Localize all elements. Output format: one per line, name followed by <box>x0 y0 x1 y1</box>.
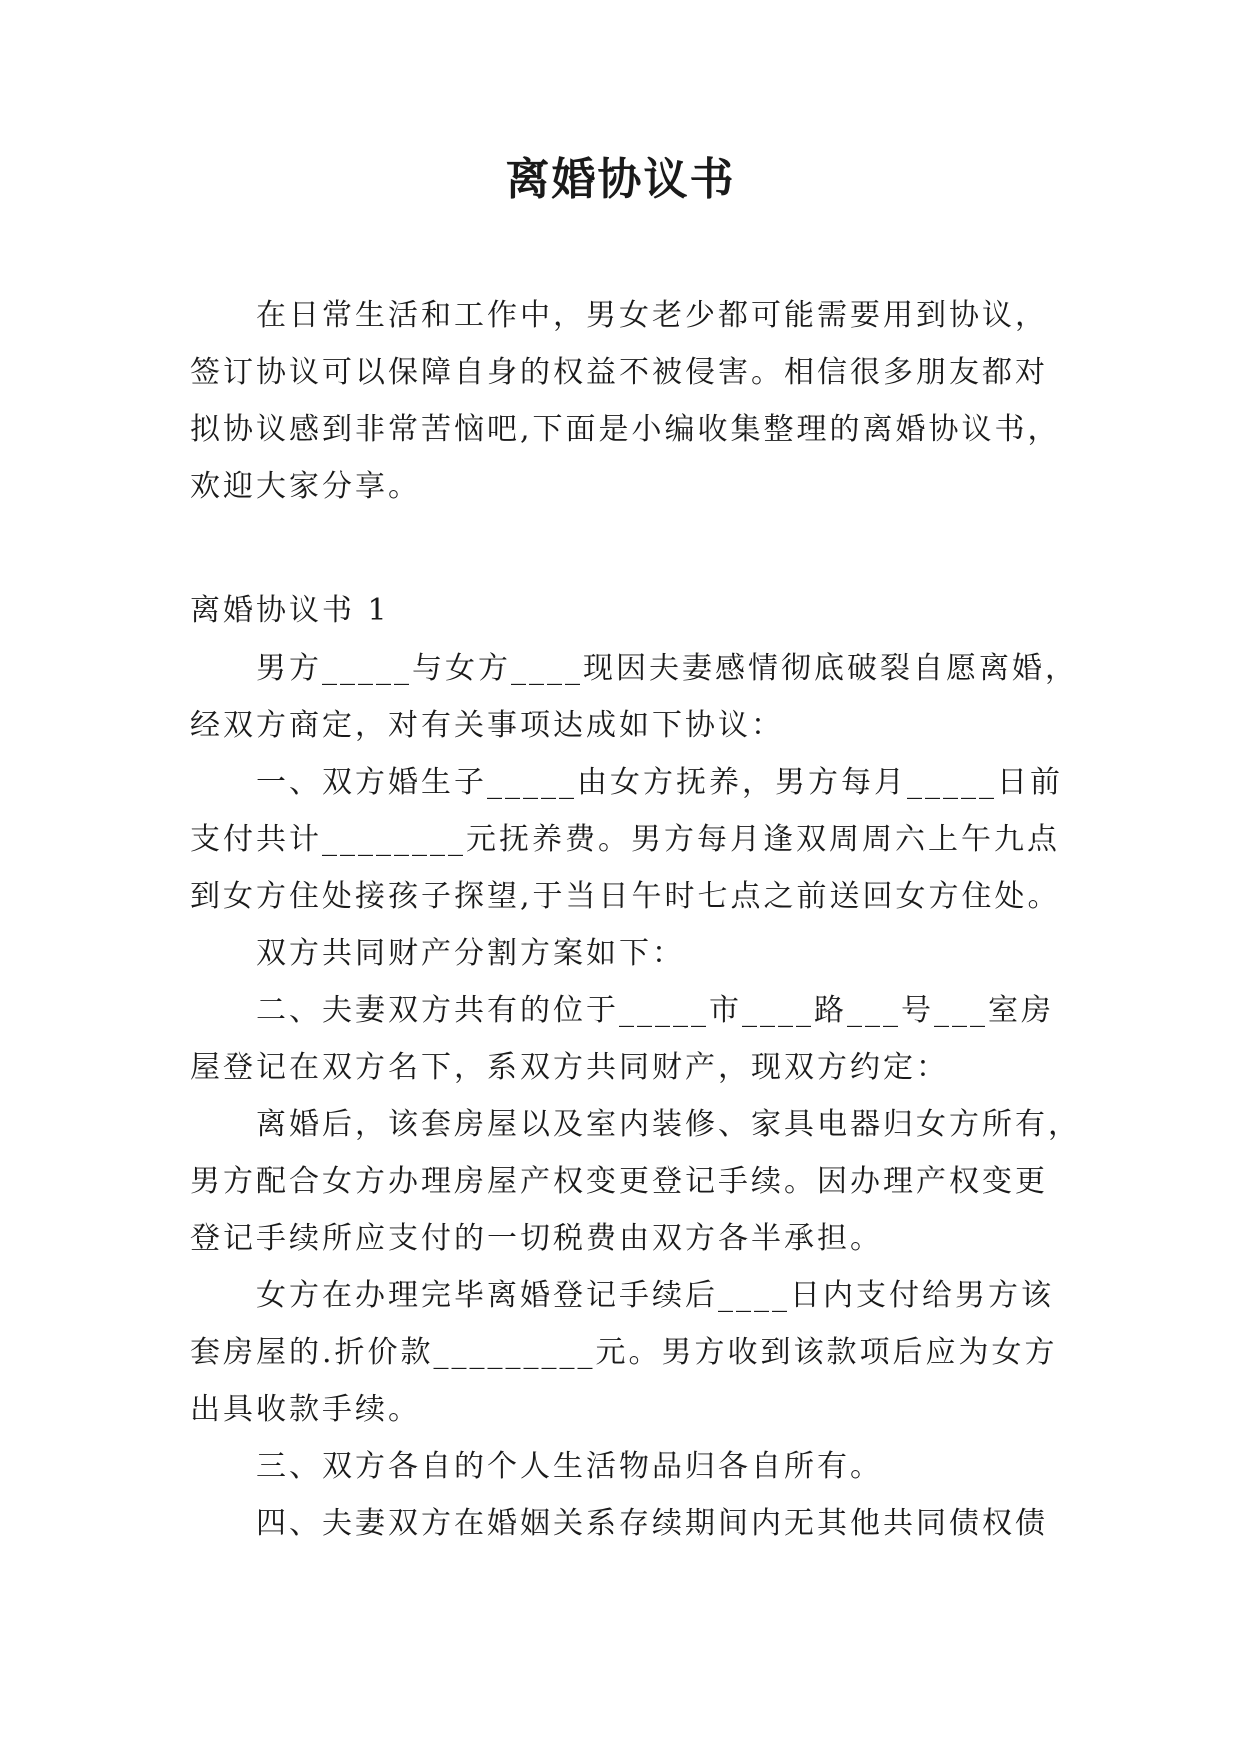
agreement-line: 套房屋的.折价款_________元。男方收到该款项后应为女方 <box>190 1335 1058 1370</box>
intro-line: 签订协议可以保障自身的权益不被侵害。相信很多朋友都对 <box>190 355 1048 390</box>
intro-paragraph <box>190 287 1061 515</box>
agreement-line: 出具收款手续。 <box>190 1392 421 1427</box>
agreement-line: 四、夫妻双方在婚姻关系存续期间内无其他共同债权债 <box>256 1506 1048 1541</box>
agreement-line: 双方共同财产分割方案如下： <box>256 936 685 971</box>
agreement-body <box>190 640 1081 1552</box>
intro-line: 在日常生活和工作中，男女老少都可能需要用到协议， <box>256 298 1048 333</box>
agreement-line: 经双方商定，对有关事项达成如下协议： <box>190 708 784 743</box>
agreement-line: 男方配合女方办理房屋产权变更登记手续。因办理产权变更 <box>190 1164 1048 1199</box>
agreement-line: 三、双方各自的个人生活物品归各自所有。 <box>256 1449 883 1484</box>
agreement-line: 离婚后，该套房屋以及室内装修、家具电器归女方所有， <box>256 1107 1081 1142</box>
agreement-line: 二、夫妻双方共有的位于_____市____路___号___室房 <box>256 993 1054 1028</box>
intro-line: 拟协议感到非常苦恼吧,下面是小编收集整理的离婚协议书， <box>190 412 1061 447</box>
document-title: 离婚协议书 <box>505 154 736 205</box>
agreement-line: 一、双方婚生子_____由女方抚养，男方每月_____日前 <box>256 765 1063 800</box>
agreement-line: 登记手续所应支付的一切税费由双方各半承担。 <box>190 1221 883 1256</box>
agreement-line: 男方_____与女方____现因夫妻感情彻底破裂自愿离婚， <box>256 651 1078 686</box>
agreement-line: 到女方住处接孩子探望,于当日午时七点之前送回女方住处。 <box>190 879 1061 914</box>
agreement-line: 支付共计________元抚养费。男方每月逢双周周六上午九点 <box>190 822 1060 857</box>
intro-line: 欢迎大家分享。 <box>190 469 421 504</box>
agreement-line: 女方在办理完毕离婚登记手续后____日内支付给男方该 <box>256 1278 1054 1313</box>
section-heading: 离婚协议书 1 <box>190 593 390 628</box>
agreement-line: 屋登记在双方名下，系双方共同财产，现双方约定： <box>190 1050 949 1085</box>
